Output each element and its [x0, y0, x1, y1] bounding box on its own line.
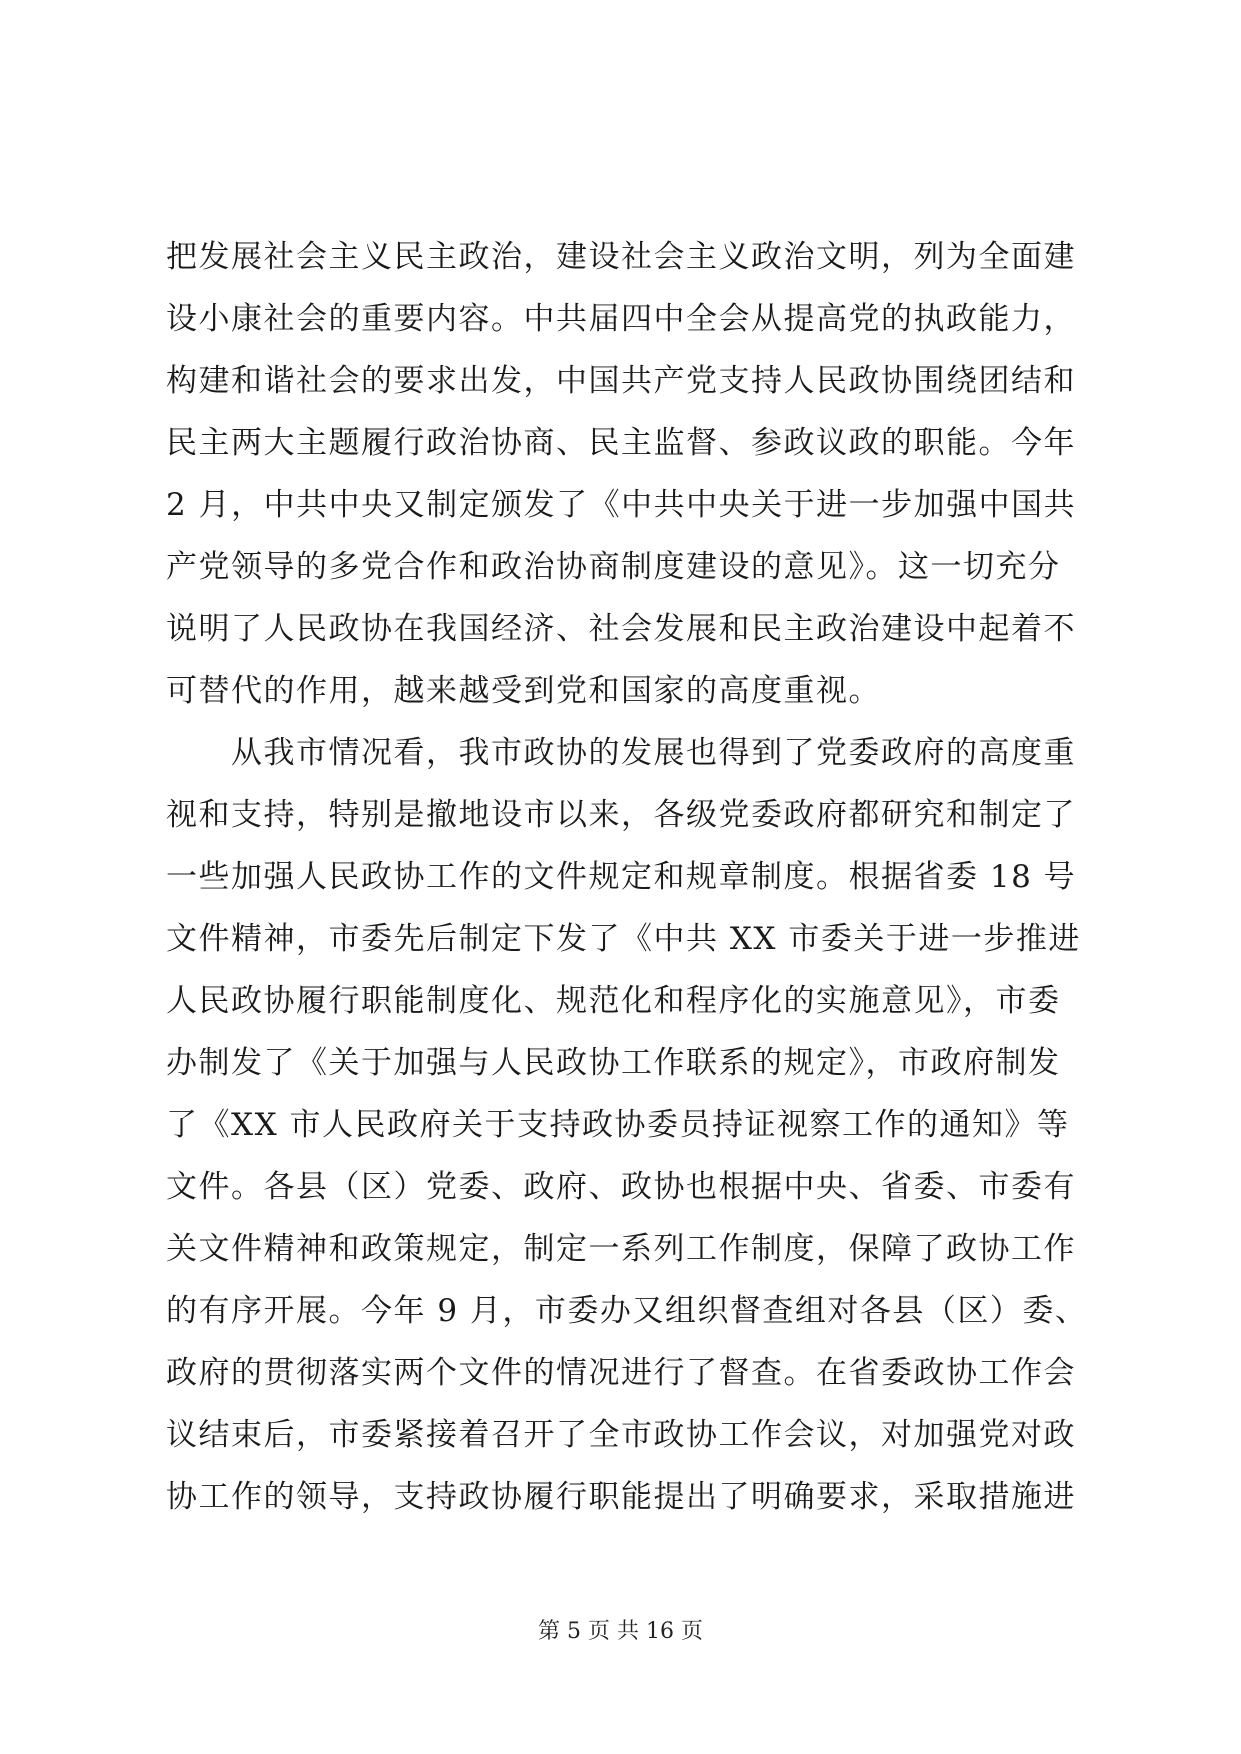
text-line: 可替代的作用，越来越受到党和国家的高度重视。 — [166, 673, 881, 709]
text-line: 议结束后，市委紧接着召开了全市政协工作会议，对加强党对政 — [166, 1417, 1076, 1453]
text-line: 的有序开展。今年 9 月，市委办又组织督查组对各县（区）委、 — [166, 1293, 1088, 1329]
text-line: 了《XX 市人民政府关于支持政协委员持证视察工作的通知》等 — [166, 1107, 1070, 1143]
body-text — [166, 226, 1088, 1528]
text-line: 文件。各县（区）党委、政府、政协也根据中央、省委、市委有 — [166, 1169, 1076, 1205]
text-line: 2 月，中共中央又制定颁发了《中共中央关于进一步加强中国共 — [166, 487, 1077, 523]
text-line: 从我市情况看，我市政协的发展也得到了党委政府的高度重 — [166, 735, 1076, 771]
text-line: 设小康社会的重要内容。中共届四中全会从提高党的执政能力， — [166, 301, 1076, 337]
page-number-footer: 第 5 页 共 16 页 — [538, 1619, 703, 1644]
text-line: 说明了人民政协在我国经济、社会发展和民主政治建设中起着不 — [166, 611, 1076, 647]
text-line: 办制发了《关于加强与人民政协工作联系的规定》，市政府制发 — [166, 1045, 1061, 1081]
text-line: 协工作的领导，支持政协履行职能提出了明确要求，采取措施进 — [166, 1479, 1076, 1515]
text-line: 民主两大主题履行政治协商、民主监督、参政议政的职能。今年 — [166, 425, 1076, 461]
text-line: 构建和谐社会的要求出发，中国共产党支持人民政协围绕团结和 — [166, 363, 1076, 399]
text-line: 视和支持，特别是撤地设市以来，各级党委政府都研究和制定了 — [166, 797, 1076, 833]
text-line: 政府的贯彻落实两个文件的情况进行了督查。在省委政协工作会 — [166, 1355, 1076, 1391]
text-line: 产党领导的多党合作和政治协商制度建设的意见》。这一切充分 — [166, 549, 1061, 585]
text-line: 文件精神，市委先后制定下发了《中共 XX 市委关于进一步推进 — [166, 921, 1081, 957]
text-line: 把发展社会主义民主政治，建设社会主义政治文明，列为全面建 — [166, 239, 1076, 275]
text-line: 关文件精神和政策规定，制定一系列工作制度，保障了政协工作 — [166, 1231, 1076, 1267]
text-line: 一些加强人民政协工作的文件规定和规章制度。根据省委 18 号 — [166, 859, 1077, 895]
text-line: 人民政协履行职能制度化、规范化和程序化的实施意见》，市委 — [166, 983, 1061, 1019]
